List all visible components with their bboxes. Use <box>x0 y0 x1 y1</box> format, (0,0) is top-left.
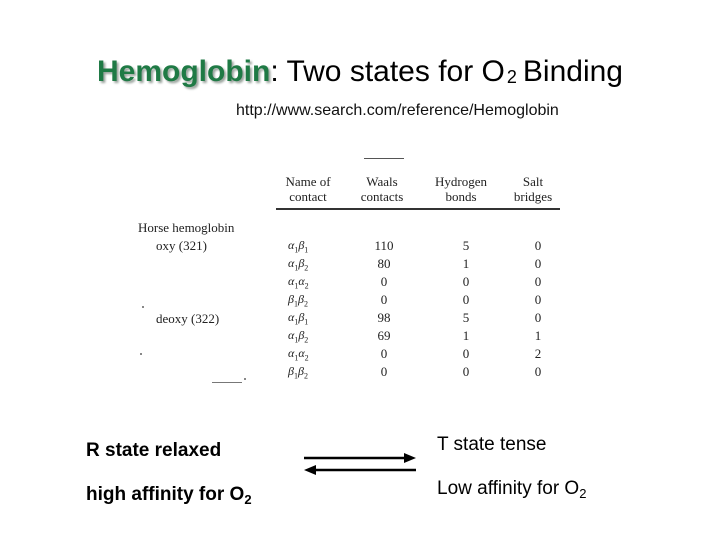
cell-waals: 0 <box>380 364 388 379</box>
t-state-affinity: Low affinity for $O_2$ <box>437 478 587 501</box>
title-binding: Binding <box>522 55 623 88</box>
title-text: Two states for O <box>286 55 505 88</box>
title-subscript: 2 <box>506 67 517 87</box>
speck <box>140 353 142 355</box>
contact-symbol: $\alpha_1\beta_2$ <box>288 328 309 345</box>
cell-salt: 0 <box>534 256 542 271</box>
cell-waals: 0 <box>380 274 388 289</box>
cell-waals: 0 <box>380 292 388 307</box>
r-state-affinity: high affinity for $O_2$ <box>86 484 252 507</box>
r-state-label: R state relaxed <box>86 440 222 461</box>
contact-symbol: $\alpha_1\beta_2$ <box>288 256 309 273</box>
equilibrium-arrows-icon <box>300 450 420 476</box>
contacts-table <box>136 156 564 388</box>
deoxy-label: deoxy (322) <box>156 311 220 326</box>
t-state-label: T state tense <box>437 434 547 455</box>
cell-hbonds: 0 <box>462 292 470 307</box>
table-bottom-rule <box>212 382 242 383</box>
contact-symbol: $\alpha_1\alpha_2$ <box>288 346 309 363</box>
cell-hbonds: 0 <box>462 364 470 379</box>
contact-symbol: $\beta_1\beta_2$ <box>288 292 308 309</box>
cell-salt: 0 <box>534 310 542 325</box>
speck <box>142 306 144 308</box>
header-waals-contacts: Waals contacts <box>360 174 404 204</box>
cell-hbonds: 5 <box>462 238 470 253</box>
header-rule <box>276 208 560 210</box>
cell-waals: 69 <box>377 328 391 343</box>
cell-salt: 0 <box>534 274 542 289</box>
group-label: Horse hemoglobin <box>138 220 235 235</box>
cell-salt: 2 <box>534 346 542 361</box>
cell-salt: 1 <box>534 328 542 343</box>
contact-symbol: $\alpha_1\beta_1$ <box>288 310 309 327</box>
header-salt-bridges: Salt bridges <box>513 174 553 204</box>
header-name-of-contact: Name of contact <box>285 174 331 204</box>
cell-waals: 98 <box>377 310 391 325</box>
cell-hbonds: 1 <box>462 328 470 343</box>
speck <box>244 378 246 380</box>
cell-hbonds: 0 <box>462 346 470 361</box>
source-url: http://www.search.com/reference/Hemoglobin <box>236 102 559 119</box>
header-hydrogen-bonds: Hydrogen bonds <box>435 174 487 204</box>
cell-waals: 0 <box>380 346 388 361</box>
oxy-label: oxy (321) <box>156 238 207 253</box>
cell-hbonds: 0 <box>462 274 470 289</box>
cell-salt: 0 <box>534 364 542 379</box>
cell-salt: 0 <box>534 238 542 253</box>
cell-waals: 110 <box>374 238 394 253</box>
cell-hbonds: 5 <box>462 310 470 325</box>
title-colon: : <box>270 55 279 88</box>
title-hemoglobin: Hemoglobin <box>97 55 271 88</box>
contact-symbol: $\alpha_1\alpha_2$ <box>288 274 309 291</box>
contact-symbol: $\alpha_1\beta_1$ <box>288 238 309 255</box>
cell-waals: 80 <box>377 256 391 271</box>
cell-salt: 0 <box>534 292 542 307</box>
slide-title <box>0 50 720 99</box>
contact-symbol: $\beta_1\beta_2$ <box>288 364 308 381</box>
table-top-rule <box>364 158 404 159</box>
cell-hbonds: 1 <box>462 256 470 271</box>
